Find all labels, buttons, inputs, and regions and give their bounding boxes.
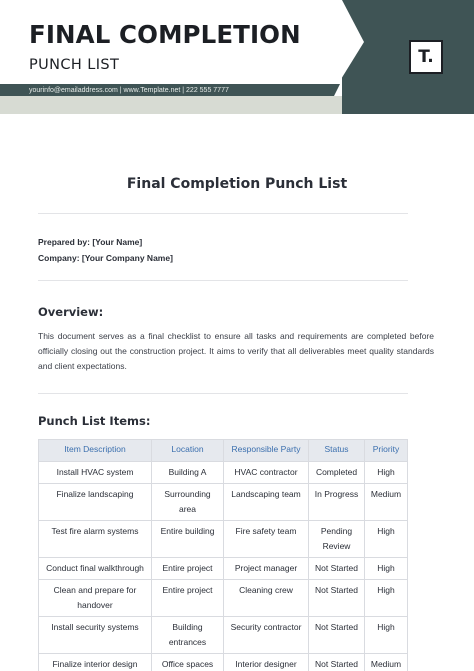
responsible-party: Interior designer: [224, 654, 309, 671]
status: Not Started: [309, 580, 365, 617]
table-row: [39, 462, 408, 484]
item-description: Install security systems: [39, 617, 152, 654]
document-title: Final Completion Punch List: [126, 176, 348, 192]
divider: [38, 213, 408, 214]
location: Entire building: [152, 521, 224, 558]
item-description: Clean and prepare for handover: [39, 580, 152, 617]
divider: [38, 393, 408, 394]
logo-letter: T.: [418, 47, 434, 67]
table-row: [39, 484, 408, 521]
priority: High: [365, 462, 408, 484]
table-row: [39, 558, 408, 580]
priority: Medium: [365, 484, 408, 521]
item-description: Finalize landscaping: [39, 484, 152, 521]
status: Not Started: [309, 617, 365, 654]
table-row: [39, 617, 408, 654]
location: Entire project: [152, 580, 224, 617]
overview-heading: Overview:: [38, 305, 104, 319]
status: Not Started: [309, 558, 365, 580]
table-header-row: [39, 440, 408, 462]
priority: High: [365, 558, 408, 580]
column-header-item-description: Item Description: [39, 440, 152, 462]
page-header: [0, 0, 474, 114]
divider: [38, 280, 408, 281]
location: Office spaces: [152, 654, 224, 671]
table-row: [39, 521, 408, 558]
responsible-party: Fire safety team: [224, 521, 309, 558]
responsible-party: Security contractor: [224, 617, 309, 654]
column-header-priority: Priority: [365, 440, 408, 462]
responsible-party: Landscaping team: [224, 484, 309, 521]
item-description: Finalize interior design: [39, 654, 152, 671]
status: In Progress: [309, 484, 365, 521]
template-logo-icon: [409, 40, 443, 74]
punch-list-table: [38, 439, 408, 671]
header-dark-panel: [342, 0, 474, 114]
overview-text: This document serves as a final checklist to ensure all tasks and requirements are completed before officially closing out the construction project. It aims to verify that all deliverables meet quality standards and client expectations.: [38, 331, 434, 371]
column-header-responsible-party: Responsible Party: [224, 440, 309, 462]
status: Not Started: [309, 654, 365, 671]
item-description: Test fire alarm systems: [39, 521, 152, 558]
priority: High: [365, 617, 408, 654]
company-name: Company: [Your Company Name]: [38, 253, 173, 263]
responsible-party: Cleaning crew: [224, 580, 309, 617]
column-header-location: Location: [152, 440, 224, 462]
table-row: [39, 654, 408, 671]
status: Completed: [309, 462, 365, 484]
header-title: FINAL COMPLETION: [29, 20, 301, 49]
prepared-by: Prepared by: [Your Name]: [38, 237, 143, 247]
column-header-status: Status: [309, 440, 365, 462]
priority: High: [365, 580, 408, 617]
location: Surrounding area: [152, 484, 224, 521]
contact-info: yourinfo@emailaddress.com | www.Template.net | 222 555 7777: [29, 86, 229, 94]
priority: High: [365, 521, 408, 558]
location: Building entrances: [152, 617, 224, 654]
punch-list-table-container: [38, 439, 408, 671]
status: Pending Review: [309, 521, 365, 558]
responsible-party: HVAC contractor: [224, 462, 309, 484]
priority: Medium: [365, 654, 408, 671]
table-row: [39, 580, 408, 617]
item-description: Conduct final walkthrough: [39, 558, 152, 580]
responsible-party: Project manager: [224, 558, 309, 580]
header-subtitle: PUNCH LIST: [29, 57, 120, 73]
location: Building A: [152, 462, 224, 484]
location: Entire project: [152, 558, 224, 580]
item-description: Install HVAC system: [39, 462, 152, 484]
punch-list-heading: Punch List Items:: [38, 414, 151, 428]
